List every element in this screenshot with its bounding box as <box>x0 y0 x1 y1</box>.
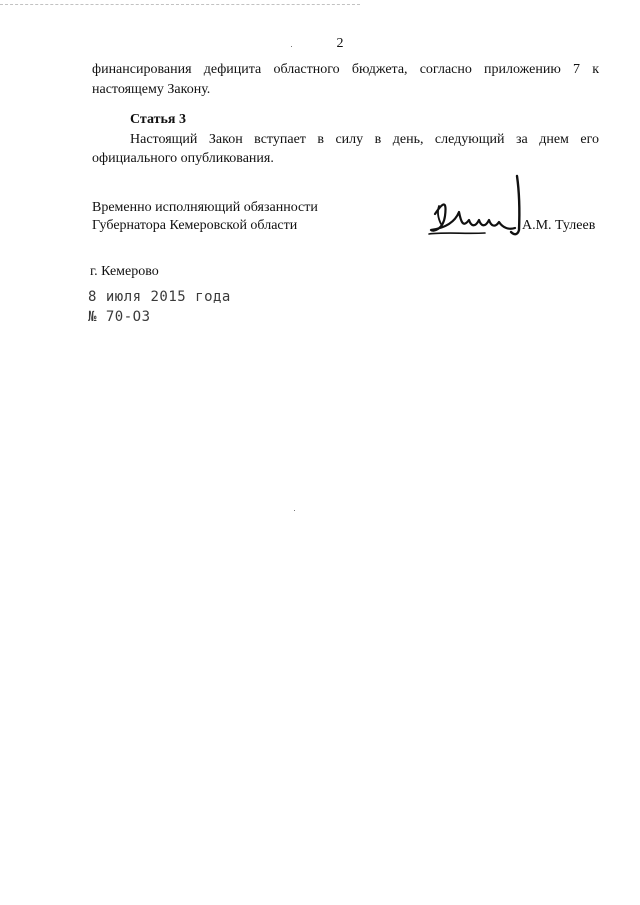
article-text-line-2: официального опубликования. <box>92 151 274 166</box>
stamp-number: № 70-ОЗ <box>88 309 151 325</box>
paragraph-line-1: финансирования дефицита областного бюджета, согласно приложению 7 к <box>92 62 599 77</box>
signer-role-line-1: Временно исполняющий обязанности <box>92 200 318 215</box>
article-title: Статья 3 <box>130 112 186 127</box>
place-of-signing: г. Кемерово <box>90 264 159 279</box>
paragraph-line-2: настоящему Закону. <box>92 82 211 97</box>
scan-speck <box>291 46 292 47</box>
signer-name: А.М. Тулеев <box>522 218 596 233</box>
scan-edge-line <box>0 4 360 5</box>
page-number: 2 <box>336 36 344 51</box>
signer-role-line-2: Губернатора Кемеровской области <box>92 218 298 233</box>
stamp-date: 8 июля 2015 года <box>88 289 231 305</box>
article-text-line-1: Настоящий Закон вступает в силу в день, следующий за днем его <box>130 132 599 147</box>
scan-speck <box>294 510 295 511</box>
